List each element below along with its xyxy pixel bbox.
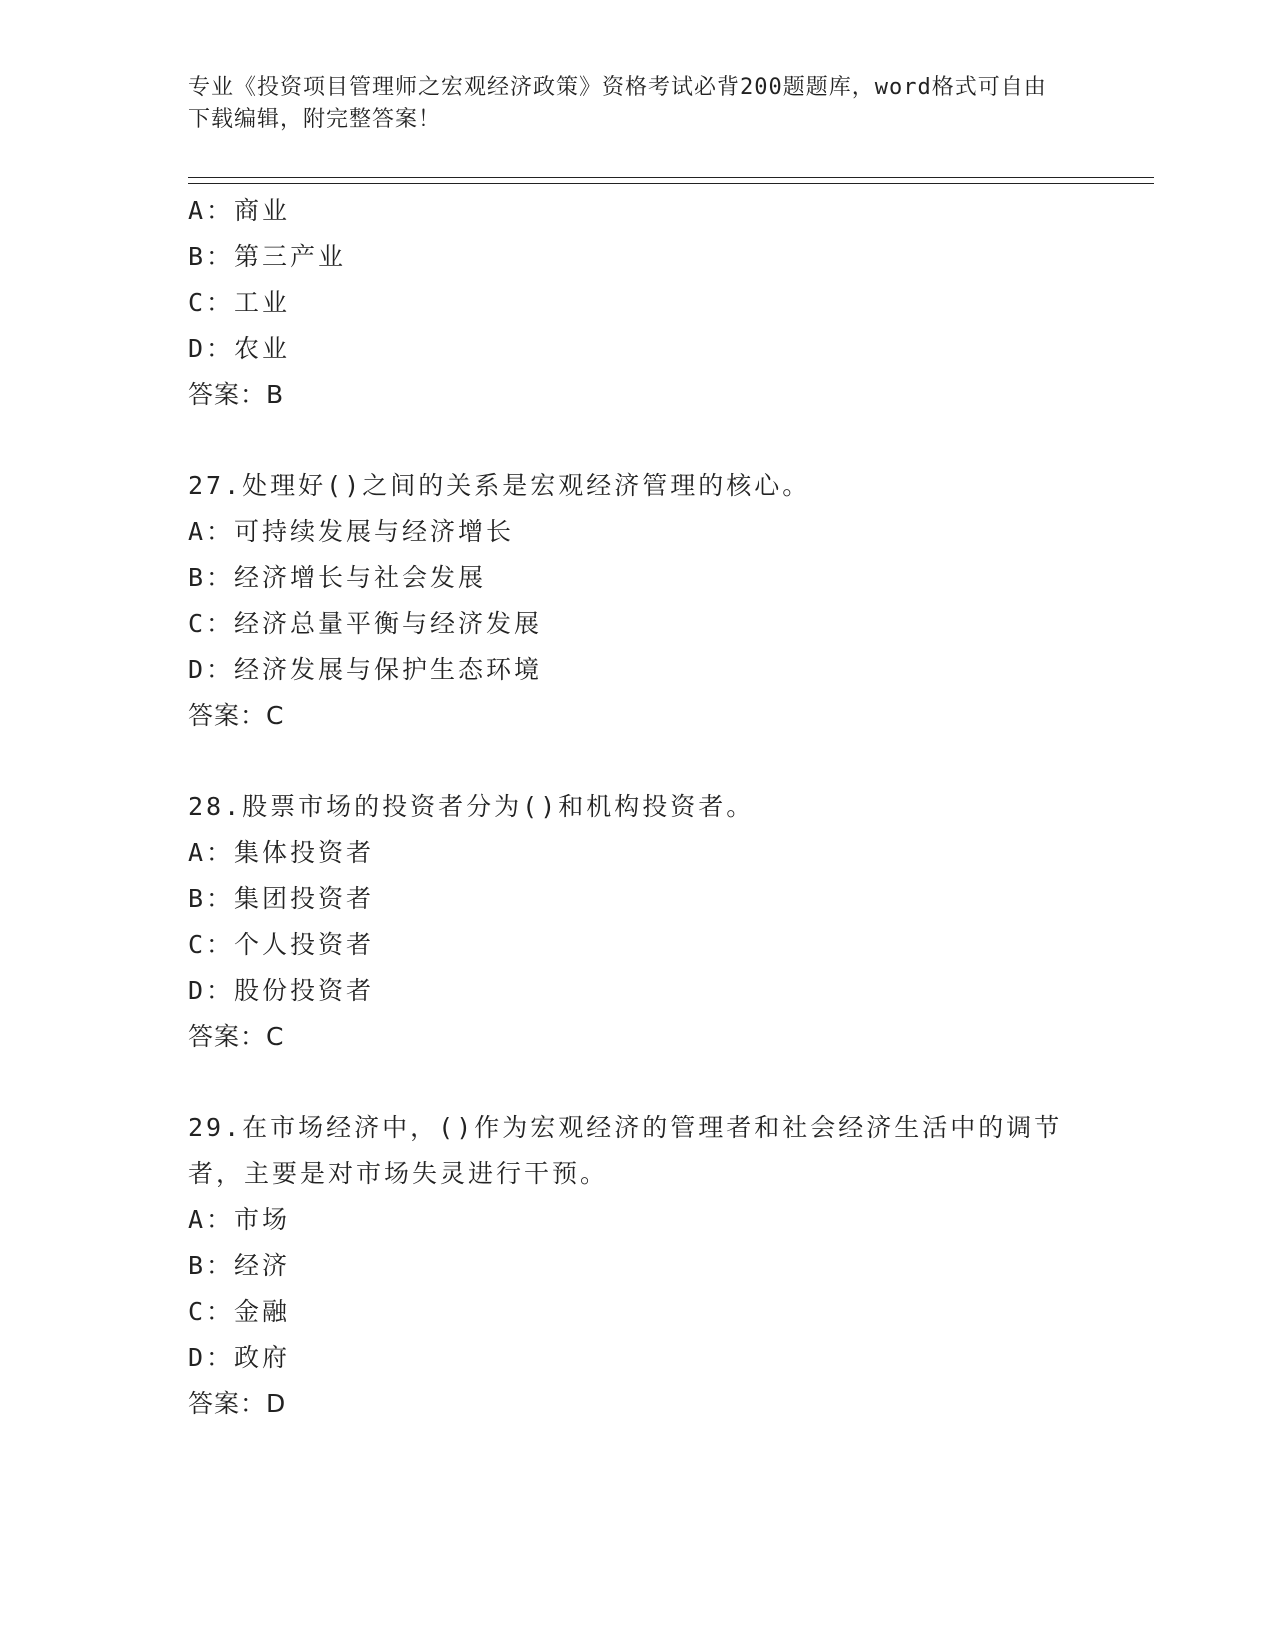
option-b: B：经济增长与社会发展 [188,563,487,592]
option-b: B：集团投资者 [188,884,375,913]
question-block [188,784,1088,1060]
option-c: C：经济总量平衡与经济发展 [188,609,543,638]
question-text: 27.处理好()之间的关系是宏观经济管理的核心。 [188,471,811,500]
option-a: A：市场 [188,1205,291,1234]
question-block [188,463,1088,739]
option-c: C：金融 [188,1297,291,1326]
answer-line: 答案：D [188,1389,287,1418]
option-a: A：可持续发展与经济增长 [188,517,515,546]
question-block [188,1105,1088,1427]
option-b: B：第三产业 [188,242,347,271]
option-c: C：个人投资者 [188,930,375,959]
answer-line: 答案：C [188,701,285,730]
option-d: D：股份投资者 [188,976,375,1005]
option-d: D：经济发展与保护生态环境 [188,655,543,684]
header-divider-top [188,177,1154,178]
option-d: D：农业 [188,334,291,363]
question-text: 29.在市场经济中，()作为宏观经济的管理者和社会经济生活中的调节者，主要是对市场失灵进行干预。 [188,1113,1063,1188]
header-divider-bottom [188,183,1154,184]
question-list [188,188,1088,1427]
option-c: C：工业 [188,288,291,317]
option-a: A：集体投资者 [188,838,375,867]
option-b: B：经济 [188,1251,291,1280]
question-block-prev [188,188,1088,418]
option-d: D：政府 [188,1343,291,1372]
document-header: 专业《投资项目管理师之宏观经济政策》资格考试必背200题题库，word格式可自由下载编辑，附完整答案！ [188,75,1047,132]
answer-line: 答案：C [188,1022,285,1051]
option-a: A：商业 [188,196,291,225]
answer-line: 答案：B [188,380,285,409]
question-text: 28.股票市场的投资者分为()和机构投资者。 [188,792,755,821]
